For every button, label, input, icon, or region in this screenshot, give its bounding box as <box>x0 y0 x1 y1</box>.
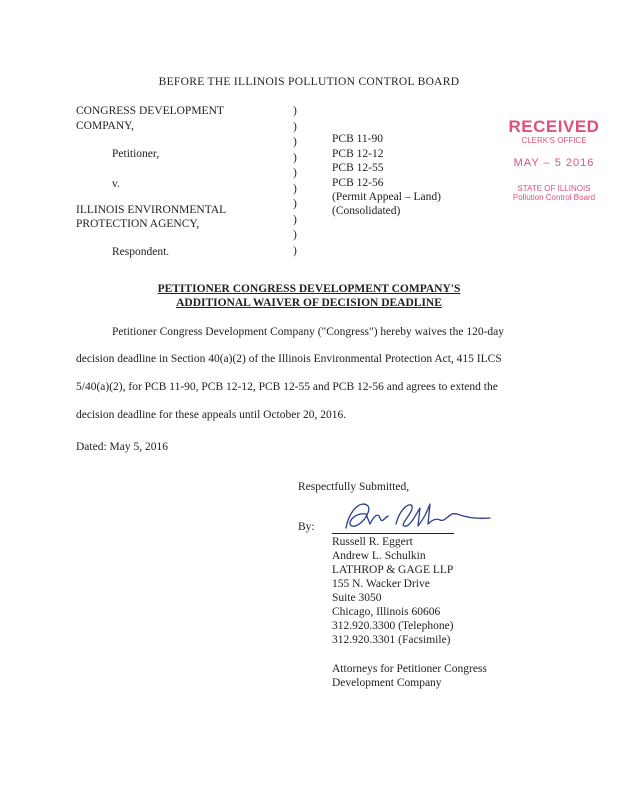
board-title: BEFORE THE ILLINOIS POLLUTION CONTROL BOARD <box>158 76 460 88</box>
case-type: (Permit Appeal – Land) <box>332 191 441 203</box>
stamp-date: MAY – 5 2016 <box>513 157 595 169</box>
respondent-role: Respondent. <box>112 246 170 258</box>
versus-label: v. <box>112 178 120 190</box>
received-stamp <box>500 118 608 202</box>
attorney-name: Andrew L. Schulkin <box>332 550 426 562</box>
case-status: (Consolidated) <box>332 205 401 217</box>
fax-number: 312.920.3301 (Facsimile) <box>332 634 451 646</box>
respectfully-submitted: Respectfully Submitted, <box>298 481 410 493</box>
stamp-office: CLERK'S OFFICE <box>521 136 587 145</box>
body-line: Petitioner Congress Development Company ("Congress") hereby waives the 120-day <box>112 326 504 338</box>
caption-paren: ) <box>293 213 297 226</box>
document-heading-line1: PETITIONER CONGRESS DEVELOPMENT COMPANY'S <box>157 283 461 295</box>
case-number: PCB 12-55 <box>332 162 384 174</box>
caption-paren: ) <box>293 120 297 133</box>
firm-name: LATHROP & GAGE LLP <box>332 564 454 576</box>
respondent-name-line1: ILLINOIS ENVIRONMENTAL <box>76 204 227 216</box>
respondent-name-line2: PROTECTION AGENCY, <box>76 218 200 230</box>
stamp-state: STATE OF ILLINOIS <box>517 184 591 193</box>
caption-paren: ) <box>293 229 297 241</box>
document-heading-line2: ADDITIONAL WAIVER OF DECISION DEADLINE <box>176 297 442 309</box>
caption-paren: ) <box>293 167 297 179</box>
address-line: 155 N. Wacker Drive <box>332 578 430 590</box>
handwritten-signature-icon <box>340 494 510 536</box>
caption-paren: ) <box>293 182 297 195</box>
case-number: PCB 12-12 <box>332 148 384 160</box>
petitioner-role: Petitioner, <box>112 148 160 160</box>
address-city: Chicago, Illinois 60606 <box>332 606 441 618</box>
address-suite: Suite 3050 <box>332 592 382 604</box>
body-line: decision deadline for these appeals until October 20, 2016. <box>76 409 347 421</box>
signature-line <box>332 533 454 534</box>
caption-paren: ) <box>293 244 297 257</box>
caption-paren: ) <box>293 105 297 117</box>
caption-paren: ) <box>293 198 297 210</box>
caption-paren-column <box>293 104 303 259</box>
phone-number: 312.920.3300 (Telephone) <box>332 620 454 632</box>
dated-line: Dated: May 5, 2016 <box>76 441 168 453</box>
caption-paren: ) <box>293 136 297 148</box>
attorneys-for-line1: Attorneys for Petitioner Congress <box>332 663 487 675</box>
attorneys-for-line2: Development Company <box>332 677 442 689</box>
petitioner-name-line1: CONGRESS DEVELOPMENT <box>76 105 224 117</box>
body-line: 5/40(a)(2), for PCB 11-90, PCB 12-12, PCB 12-55 and PCB 12-56 and agrees to extend the <box>76 381 498 393</box>
case-number: PCB 11-90 <box>332 133 384 145</box>
petitioner-name-line2: COMPANY, <box>76 120 134 132</box>
body-line: decision deadline in Section 40(a)(2) of the Illinois Environmental Protection Act, 415 ILCS <box>76 353 502 365</box>
caption-paren: ) <box>293 151 297 164</box>
signer-name: Russell R. Eggert <box>332 536 413 548</box>
stamp-received: RECEIVED <box>508 117 600 136</box>
stamp-board: Pollution Control Board <box>512 193 596 202</box>
case-number: PCB 12-56 <box>332 177 384 189</box>
by-label: By: <box>298 521 315 533</box>
